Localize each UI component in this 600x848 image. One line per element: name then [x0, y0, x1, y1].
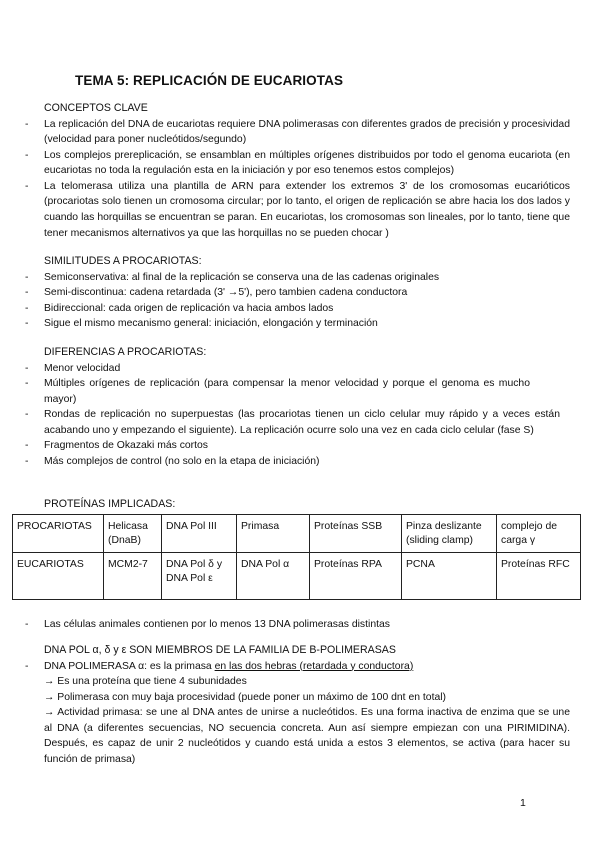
list-item: - Múltiples orígenes de replicación (para compensar la menor velocidad y porque el genoma es mucho mayor) [0, 376, 600, 407]
list-item: - Menor velocidad [0, 361, 600, 377]
table-row [13, 515, 581, 553]
list-item: - Los complejos prereplicación, se ensamblan en múltiples orígenes distribuidos por todo el genoma eucariota (en eucariotas no toda la regulación esta en la iniciación y por eso tenemos estos complejos) [0, 148, 600, 179]
section-diferencias [0, 345, 600, 470]
table-cell: DNA Pol δ y DNA Pol ε [162, 553, 237, 600]
proteins-table [12, 514, 581, 600]
section-similitudes [0, 254, 600, 332]
underlined-text: en las dos hebras (retardada y conductora) [214, 660, 414, 672]
bullet-list [0, 659, 600, 675]
list-item: - Más complejos de control (no solo en la etapa de iniciación) [0, 454, 600, 470]
list-item: - Bidireccional: cada origen de replicación va hacia ambos lados [0, 301, 600, 317]
section-heading: PROTEÍNAS IMPLICADAS: [44, 498, 176, 510]
table-cell: Proteínas RFC [497, 553, 581, 600]
section-heading: SIMILITUDES A PROCARIOTAS: [44, 255, 202, 267]
list-item: - Las células animales contienen por lo menos 13 DNA polimerasas distintas [0, 617, 600, 633]
section-conceptos [0, 101, 600, 241]
table-cell: DNA Pol III [162, 515, 237, 553]
table-cell: MCM2-7 [104, 553, 162, 600]
table-cell: Proteínas SSB [310, 515, 402, 553]
table-cell: Proteínas RPA [310, 553, 402, 600]
bullet-list [0, 617, 600, 633]
list-item: - La replicación del DNA de eucariotas requiere DNA polimerasas con diferentes grados de precisión y procesividad (velocidad para poner nucleótidos/segundo) [0, 117, 600, 148]
table-row [13, 553, 581, 600]
table-cell: Primasa [237, 515, 310, 553]
bullet-list [0, 361, 600, 470]
table-cell: EUCARIOTAS [13, 553, 104, 600]
table-cell: PROCARIOTAS [13, 515, 104, 553]
sub-point: → Polimerasa con muy baja procesividad (puede poner un máximo de 100 dnt en total) [44, 691, 446, 703]
bullet-list [0, 117, 600, 242]
bullet-list [0, 270, 600, 332]
sub-point: → Actividad primasa: se une al DNA antes de unirse a nucleótidos. Es una forma inactiva de enzima que se une al DNA (a diferentes secuencias, NO secuencia concreta. Aun así siempre empiezan con una PIRIMIDINA). Después, es capaz de unir 2 nucleótidos y cuando está unida a estos 3 elementos, se activa (para hacer su función de primasa) [44, 707, 570, 766]
table-cell: complejo de carga γ [497, 515, 581, 553]
section-proteinas [0, 497, 600, 513]
section-heading: CONCEPTOS CLAVE [44, 102, 148, 114]
list-item: - Fragmentos de Okazaki más cortos [0, 438, 600, 454]
section-nota [0, 617, 600, 633]
list-item: - Sigue el mismo mecanismo general: iniciación, elongación y terminación [0, 316, 600, 332]
list-item: - Rondas de replicación no superpuestas (las procariotas tienen un ciclo celular muy rápido y a veces están acabando uno y empezando el siguiente). La replicación ocurre solo una vez en cada ciclo celular (fase S) [0, 407, 600, 438]
list-item: - Semiconservativa: al final de la replicación se conserva una de las cadenas originales [0, 270, 600, 286]
list-item: - Semi-discontinua: cadena retardada (3' →5'), pero tambien cadena conductora [0, 285, 600, 301]
section-heading: DNA POL α, δ y ε SON MIEMBROS DE LA FAMILIA DE B-POLIMERASAS [44, 644, 396, 656]
table-cell: Helicasa (DnaB) [104, 515, 162, 553]
table-cell: PCNA [402, 553, 497, 600]
section-polimerasas [0, 643, 600, 768]
list-item [0, 659, 600, 675]
list-item: - La telomerasa utiliza una plantilla de ARN para extender los extremos 3' de los cromosomas eucarióticos (procariotas solo tienen un cromosoma circular; por lo tanto, el origen de replicación se abre hacia los dos lados y cuando las horquillas se encuentran se paran. En eucariotas, los cromosomas son lineales, por lo tanto, tiene que tener mecanismos alternativos ya que las horquillas no se pueden chocar ) [0, 179, 600, 241]
page-title: TEMA 5: REPLICACIÓN DE EUCARIOTAS [75, 73, 344, 88]
table-cell: Pinza deslizante (sliding clamp) [402, 515, 497, 553]
section-heading: DIFERENCIAS A PROCARIOTAS: [44, 346, 207, 358]
sub-point: → Es una proteína que tiene 4 subunidades [44, 676, 247, 688]
page-number: 1 [520, 797, 526, 809]
table-cell: DNA Pol α [237, 553, 310, 600]
item-prefix: DNA POLIMERASA α: es la primasa [44, 660, 215, 672]
